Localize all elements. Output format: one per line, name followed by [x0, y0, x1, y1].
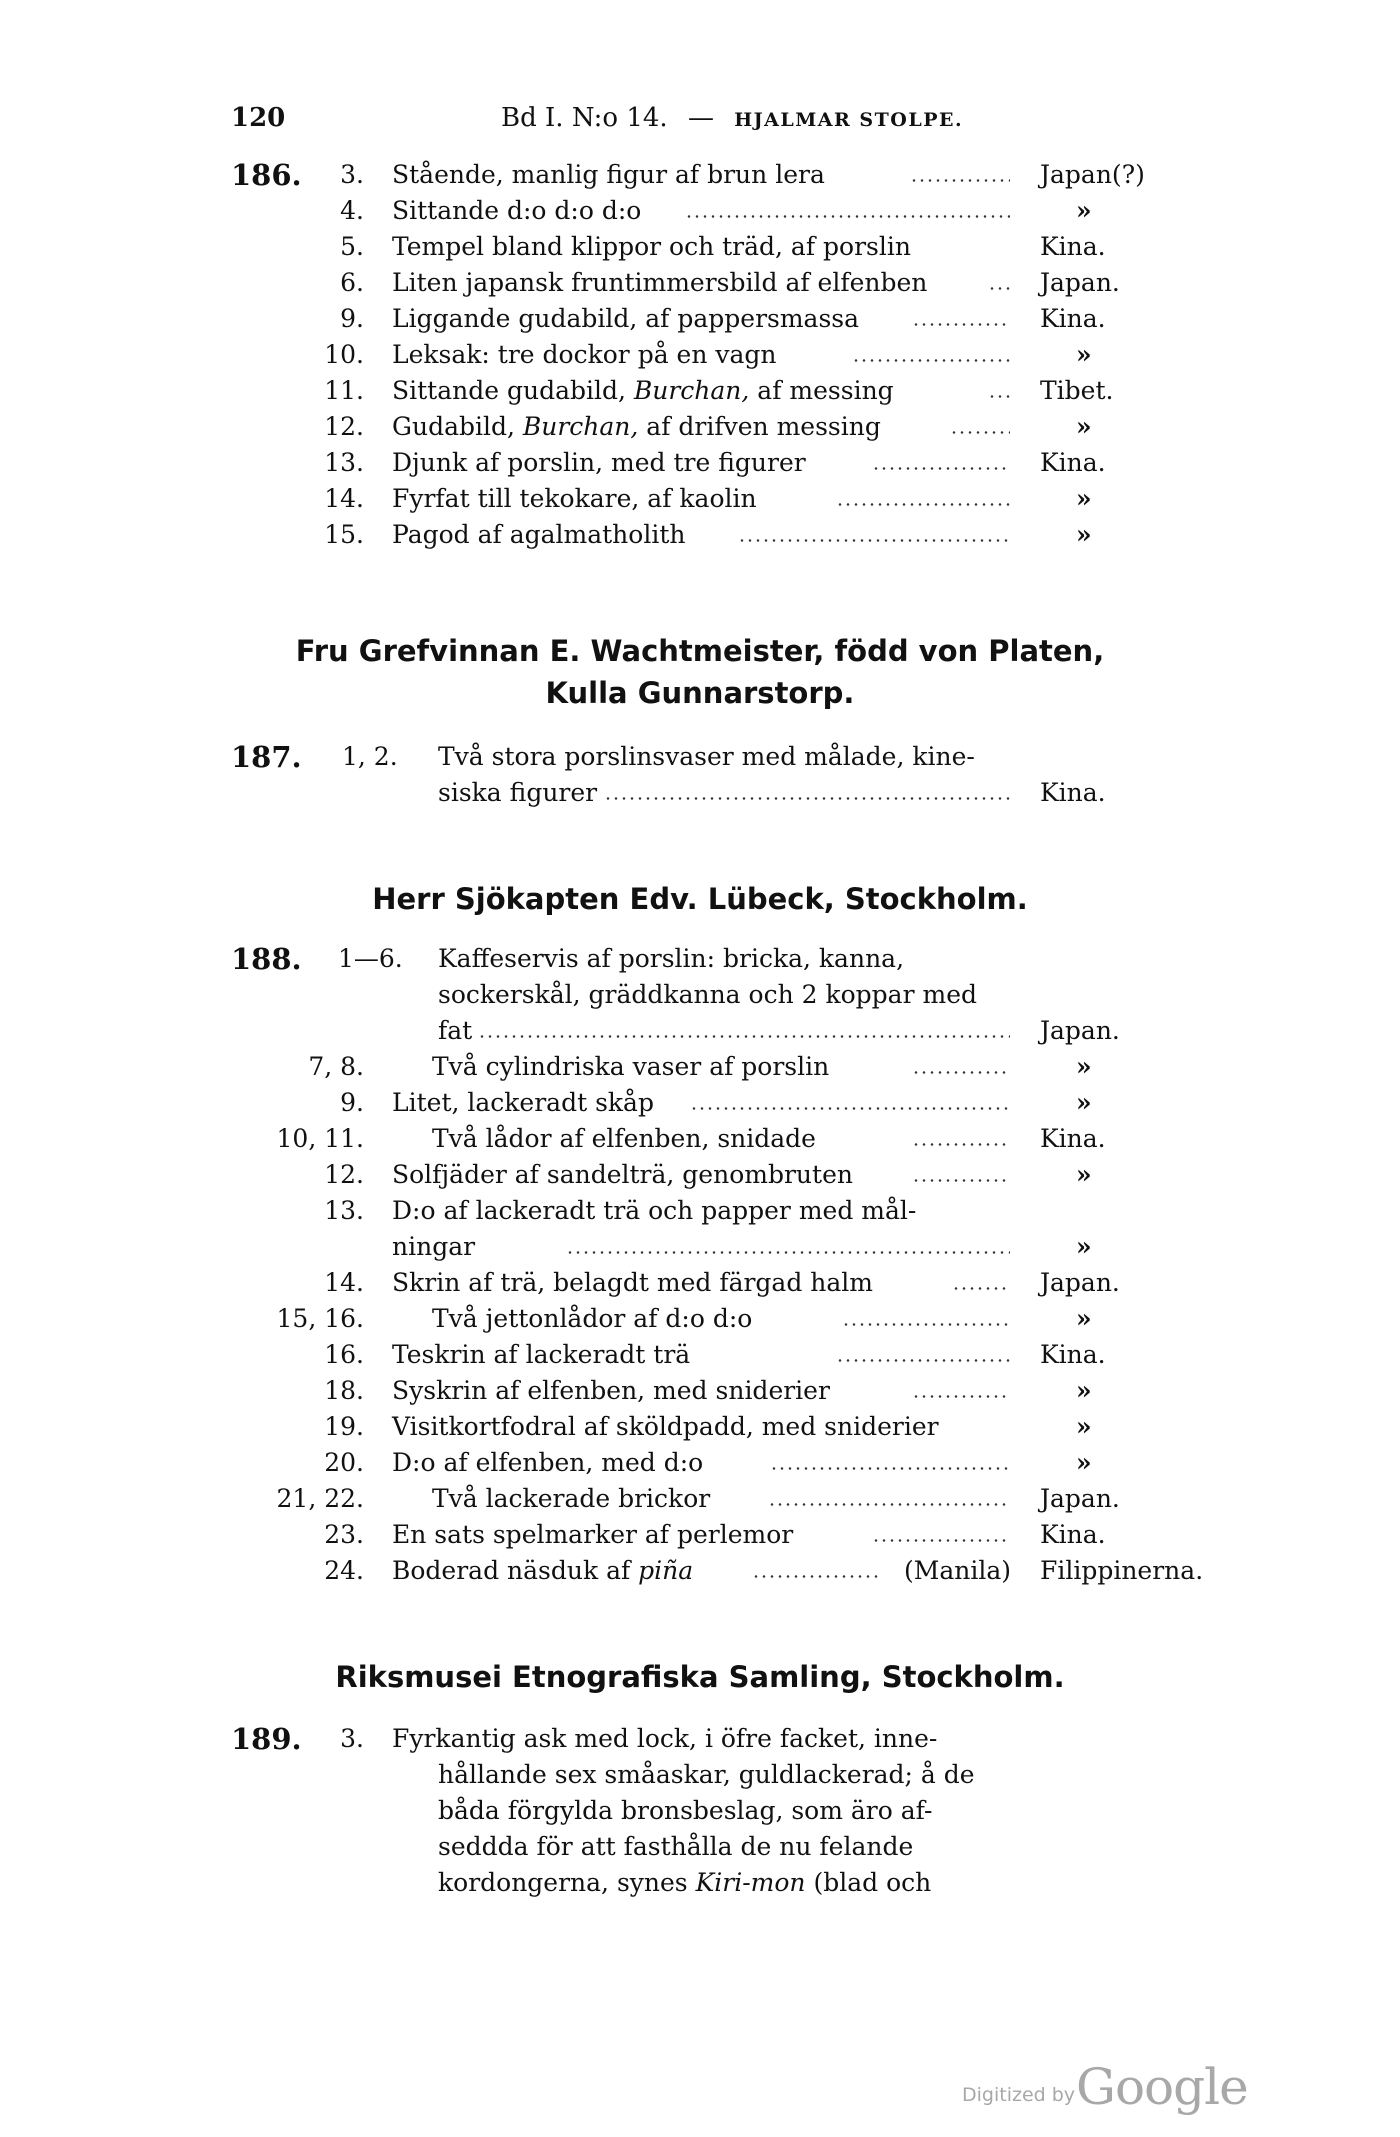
item-number: 10.: [324, 340, 364, 369]
item-description-cont: hållande sex småaskar, guldlackerad; å de: [438, 1760, 975, 1789]
desc-italic: Kiri-mon: [695, 1868, 806, 1897]
donor-heading-189: Riksmusei Etnografiska Samling, Stockholm.: [335, 1660, 1065, 1694]
item-number: 18.: [324, 1376, 364, 1405]
item-number: 9.: [340, 1088, 364, 1117]
entry-188-14: [0, 1266, 1400, 1300]
entry-187-cont: [0, 776, 1400, 810]
item-description-cont: fat: [438, 1016, 473, 1045]
item-description: [392, 374, 894, 408]
desc-italic: Burchan,: [633, 376, 750, 405]
item-description: Två stora porslinsvaser med målade, kine-: [438, 742, 975, 771]
leader-dots: [912, 1179, 1010, 1182]
entry-186-9: [0, 302, 1400, 336]
google-logo: Google: [1076, 2058, 1248, 2116]
item-origin: »: [1076, 1304, 1092, 1333]
item-origin: »: [1076, 196, 1092, 225]
item-origin: »: [1076, 412, 1092, 441]
desc-text: kordongerna, synes: [438, 1868, 696, 1897]
entry-188-10-11: [0, 1122, 1400, 1156]
entry-188-15-16: [0, 1302, 1400, 1336]
item-description: Två lådor af elfenben, snidade: [432, 1124, 816, 1153]
leader-dots: [478, 1035, 1010, 1038]
item-number: 1—6.: [338, 944, 403, 973]
item-description: Två cylindriska vaser af porslin: [432, 1052, 830, 1081]
item-description: [392, 1554, 693, 1588]
item-origin: Kina.: [1040, 304, 1106, 333]
donor-heading-187: Fru Grefvinnan E. Wachtmeister, född von Platen,: [295, 634, 1105, 668]
volume-and-author: [501, 103, 963, 133]
entry-188-23: [0, 1518, 1400, 1552]
volume: Bd I. N:o 14.: [501, 103, 668, 133]
entry-186-15: [0, 518, 1400, 552]
item-description: Liggande gudabild, af pappersmassa: [392, 304, 860, 333]
entry-188-7-8: [0, 1050, 1400, 1084]
item-origin: Japan.: [1040, 268, 1120, 297]
item-description: En sats spelmarker af perlemor: [392, 1520, 794, 1549]
item-origin: Kina.: [1040, 1520, 1106, 1549]
leader-dots: [872, 1539, 1010, 1542]
catalog-number: 187.: [231, 740, 302, 774]
digitized-watermark: [962, 2058, 1342, 2118]
item-origin: »: [1076, 1412, 1092, 1441]
item-origin: »: [1076, 484, 1092, 513]
item-description-cont: sockerskål, gräddkanna och 2 koppar med: [438, 980, 977, 1009]
item-description: Teskrin af lackeradt trä: [392, 1340, 691, 1369]
item-origin: Kina.: [1040, 1340, 1106, 1369]
item-number: 3.: [340, 1724, 364, 1753]
leader-dots: [988, 395, 1010, 398]
item-origin: Filippinerna.: [1040, 1556, 1204, 1585]
leader-dots: [872, 467, 1010, 470]
item-description: Djunk af porslin, med tre figurer: [392, 448, 806, 477]
leader-dots: [566, 1251, 1010, 1254]
item-number: 13.: [324, 1196, 364, 1225]
catalog-number: 188.: [231, 942, 302, 976]
leader-dots: [738, 539, 1010, 542]
entry-186-11: [0, 374, 1400, 408]
donor-heading-188: Herr Sjökapten Edv. Lübeck, Stockholm.: [372, 882, 1028, 916]
entry-188-19: [0, 1410, 1400, 1444]
item-description: Syskrin af elfenben, med sniderier: [392, 1376, 830, 1405]
item-origin: Kina.: [1040, 1124, 1106, 1153]
entry-186-6: [0, 266, 1400, 300]
item-number: 21, 22.: [276, 1484, 364, 1513]
item-number: 19.: [324, 1412, 364, 1441]
item-description: Två lackerade brickor: [432, 1484, 711, 1513]
leader-dots: [770, 1467, 1010, 1470]
item-origin: Kina.: [1040, 232, 1106, 261]
item-description-cont: ningar: [392, 1232, 476, 1261]
item-number: 11.: [324, 376, 364, 405]
entry-188-24: [0, 1554, 1400, 1588]
entry-186-3: [0, 158, 1400, 192]
entry-188-20: [0, 1446, 1400, 1480]
leader-dots: [604, 797, 1010, 800]
item-description: Pagod af agalmatholith: [392, 520, 686, 549]
catalog-number: 189.: [231, 1722, 302, 1756]
leader-dots: [910, 179, 1010, 182]
leader-dots: [690, 1107, 1010, 1110]
donor-heading-187-location: Kulla Gunnarstorp.: [545, 676, 855, 710]
item-description-cont: [438, 1866, 931, 1900]
item-number: 20.: [324, 1448, 364, 1477]
author: HJALMAR STOLPE.: [734, 109, 964, 131]
item-description: Kaffeservis af porslin: bricka, kanna,: [438, 944, 905, 973]
item-origin: »: [1076, 1088, 1092, 1117]
leader-dots: [852, 359, 1010, 362]
item-description: Stående, manlig figur af brun lera: [392, 160, 825, 189]
desc-text: (blad och: [805, 1868, 932, 1897]
entry-189-3-cont: [0, 1794, 1400, 1828]
leader-dots: [836, 503, 1010, 506]
watermark-prefix: Digitized by: [962, 2084, 1076, 2106]
header-separator: —: [687, 103, 714, 133]
entry-187-1-2: [0, 740, 1400, 774]
leader-dots: [685, 215, 1010, 218]
desc-text: Gudabild,: [392, 412, 523, 441]
entry-188-9: [0, 1086, 1400, 1120]
entry-189-3-cont: [0, 1758, 1400, 1792]
item-origin: Kina.: [1040, 778, 1106, 807]
item-origin: »: [1076, 1160, 1092, 1189]
item-origin: Japan.: [1040, 1268, 1120, 1297]
entry-188-1-6-cont: [0, 978, 1400, 1012]
leader-dots: [950, 431, 1010, 434]
leader-dots: [912, 1071, 1010, 1074]
item-number: 16.: [324, 1340, 364, 1369]
item-number: 15.: [324, 520, 364, 549]
entry-186-10: [0, 338, 1400, 372]
leader-dots: [912, 323, 1010, 326]
item-description: Liten japansk fruntimmersbild af elfenben: [392, 268, 928, 297]
item-number: 6.: [340, 268, 364, 297]
item-description: Sittande d:o d:o d:o: [392, 196, 642, 225]
item-number: 15, 16.: [276, 1304, 364, 1333]
entry-188-16: [0, 1338, 1400, 1372]
desc-italic: Burchan,: [522, 412, 639, 441]
item-number: 4.: [340, 196, 364, 225]
item-number: 10, 11.: [276, 1124, 364, 1153]
item-origin: »: [1076, 1232, 1092, 1261]
entry-186-12: [0, 410, 1400, 444]
item-origin: Tibet.: [1040, 376, 1114, 405]
entry-188-12: [0, 1158, 1400, 1192]
item-description: Skrin af trä, belagdt med färgad halm: [392, 1268, 873, 1297]
desc-text: Boderad näsduk af: [392, 1556, 639, 1585]
running-head: [231, 103, 1031, 137]
item-description: Fyrfat till tekokare, af kaolin: [392, 484, 757, 513]
item-description: D:o af elfenben, med d:o: [392, 1448, 704, 1477]
entry-188-1-6-cont2: [0, 1014, 1400, 1048]
leader-dots: [952, 1287, 1010, 1290]
item-number: 1, 2.: [342, 742, 398, 771]
item-number: 3.: [340, 160, 364, 189]
item-description: D:o af lackeradt trä och papper med mål-: [392, 1196, 917, 1225]
desc-italic: piña: [638, 1556, 694, 1585]
item-number: 14.: [324, 1268, 364, 1297]
item-origin: Japan.: [1040, 1484, 1120, 1513]
item-origin: Japan(?): [1040, 160, 1145, 189]
item-origin: Japan.: [1040, 1016, 1120, 1045]
item-description: [392, 410, 881, 444]
item-origin: »: [1076, 520, 1092, 549]
entry-189-3: [0, 1722, 1400, 1756]
item-number: 23.: [324, 1520, 364, 1549]
entry-189-3-cont: [0, 1866, 1400, 1900]
item-number: 12.: [324, 412, 364, 441]
item-locality: (Manila): [904, 1556, 1012, 1585]
item-description: Leksak: tre dockor på en vagn: [392, 340, 777, 369]
item-origin: »: [1076, 1448, 1092, 1477]
page-number: 120: [231, 103, 286, 133]
leader-dots: [752, 1575, 880, 1578]
item-number: 13.: [324, 448, 364, 477]
item-description: Visitkortfodral af sköldpadd, med sniderier: [392, 1412, 939, 1441]
item-origin: »: [1076, 1052, 1092, 1081]
entry-188-13: [0, 1194, 1400, 1228]
leader-dots: [912, 1395, 1010, 1398]
leader-dots: [988, 287, 1010, 290]
item-origin: Kina.: [1040, 448, 1106, 477]
entry-186-4: [0, 194, 1400, 228]
item-description-cont: siska figurer: [438, 778, 598, 807]
item-origin: »: [1076, 340, 1092, 369]
item-description: Solfjäder af sandelträ, genombruten: [392, 1160, 853, 1189]
item-description: Tempel bland klippor och träd, af porslin: [392, 232, 911, 261]
item-description-cont: båda förgylda bronsbeslag, som äro af-: [438, 1796, 933, 1825]
entry-188-18: [0, 1374, 1400, 1408]
item-description: Två jettonlådor af d:o d:o: [432, 1304, 753, 1333]
desc-text: Sittande gudabild,: [392, 376, 634, 405]
leader-dots: [912, 1143, 1010, 1146]
item-number: 5.: [340, 232, 364, 261]
desc-text: af drifven messing: [638, 412, 881, 441]
entry-188-13-cont: [0, 1230, 1400, 1264]
item-description: Litet, lackeradt skåp: [392, 1088, 654, 1117]
item-origin: »: [1076, 1376, 1092, 1405]
item-number: 14.: [324, 484, 364, 513]
entry-186-13: [0, 446, 1400, 480]
item-number: 9.: [340, 304, 364, 333]
catalog-number: 186.: [231, 158, 302, 192]
entry-186-14: [0, 482, 1400, 516]
entry-188-21-22: [0, 1482, 1400, 1516]
leader-dots: [842, 1323, 1010, 1326]
entry-186-5: [0, 230, 1400, 264]
item-number: 12.: [324, 1160, 364, 1189]
entry-189-3-cont: [0, 1830, 1400, 1864]
leader-dots: [768, 1503, 1010, 1506]
entry-188-1-6: [0, 942, 1400, 976]
item-number: 7, 8.: [308, 1052, 364, 1081]
item-number: 24.: [324, 1556, 364, 1585]
desc-text: af messing: [749, 376, 894, 405]
item-description-cont: seddda för att fasthålla de nu felande: [438, 1832, 914, 1861]
leader-dots: [836, 1359, 1010, 1362]
item-description: Fyrkantig ask med lock, i öfre facket, inne-: [392, 1724, 938, 1753]
